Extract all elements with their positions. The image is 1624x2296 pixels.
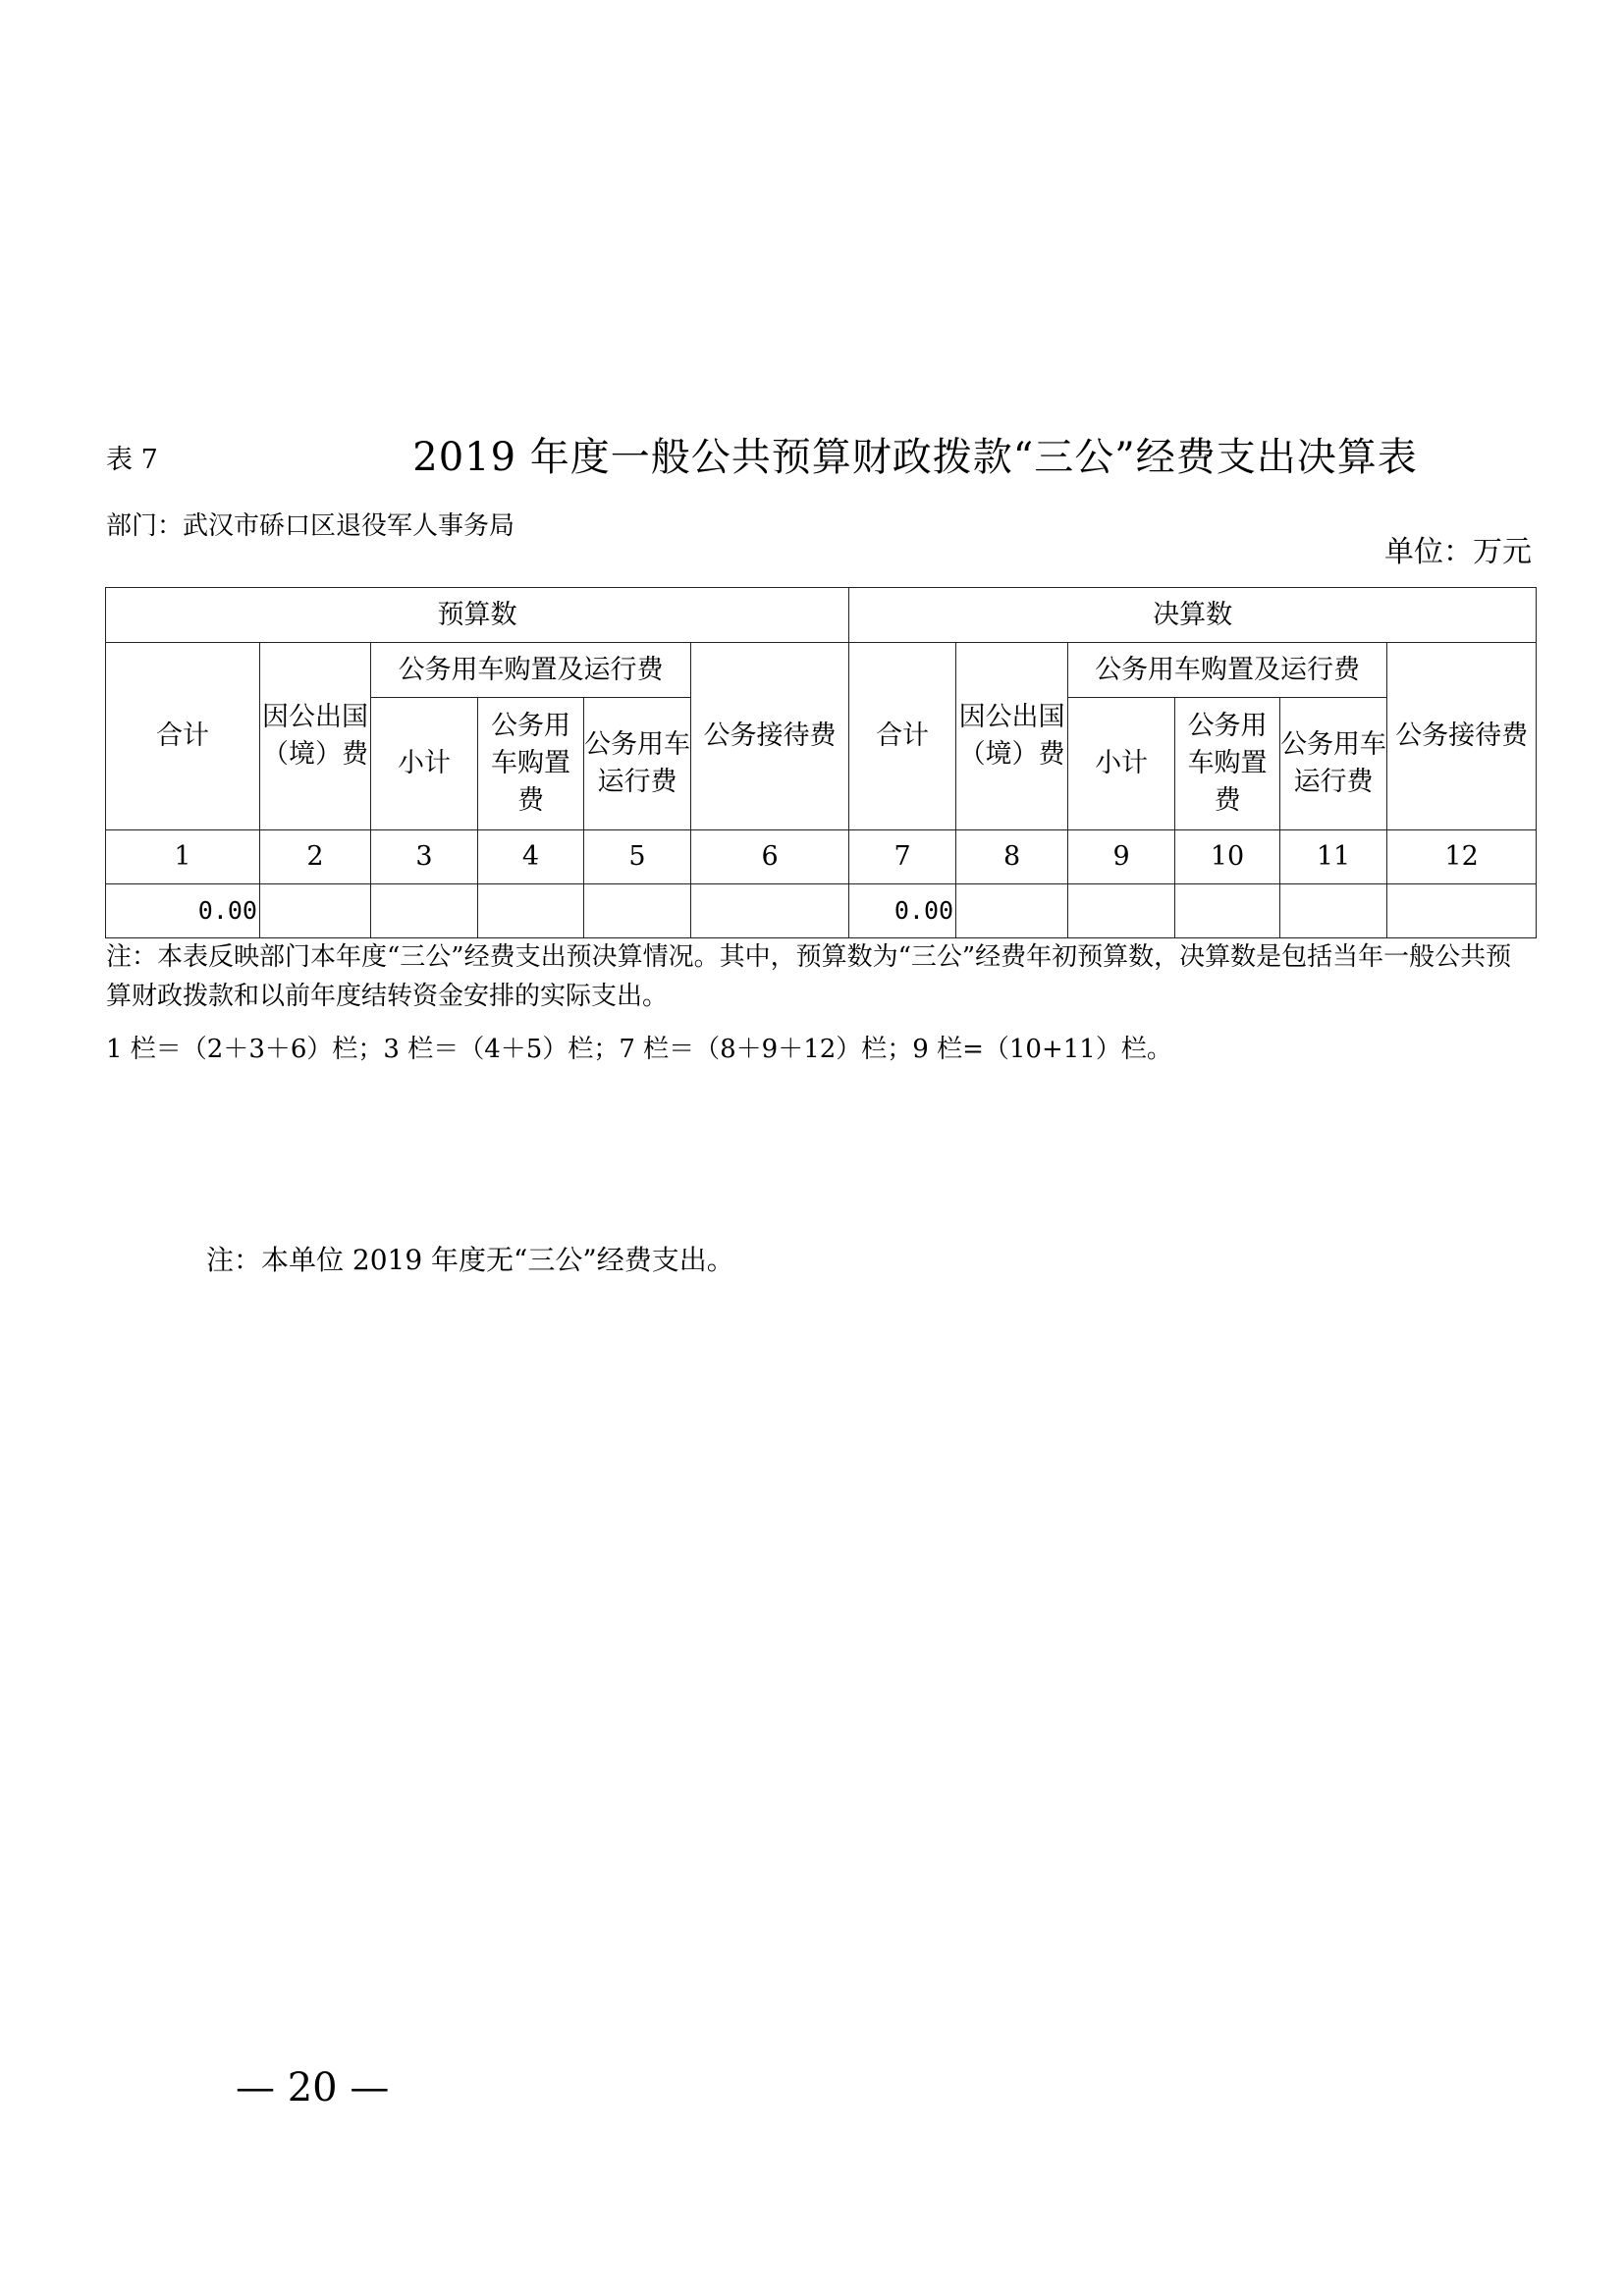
budget-total-header: 合计 bbox=[106, 643, 260, 830]
budget-vehicle-operation-value bbox=[584, 884, 691, 938]
budget-subtotal-header: 小计 bbox=[371, 698, 478, 830]
page-title: 2019 年度一般公共预算财政拨款“三公”经费支出决算表 bbox=[412, 435, 1418, 480]
column-number: 2 bbox=[260, 830, 371, 884]
actual-subtotal-header: 小计 bbox=[1068, 698, 1175, 830]
table-label: 表 7 bbox=[106, 445, 158, 475]
column-number: 5 bbox=[584, 830, 691, 884]
budget-subtotal-value bbox=[371, 884, 478, 938]
column-number: 3 bbox=[371, 830, 478, 884]
actual-abroad-value bbox=[956, 884, 1068, 938]
actual-abroad-header: 因公出国（境）费 bbox=[956, 643, 1068, 830]
column-formula-note: 1 栏＝（2＋3＋6）栏；3 栏＝（4＋5）栏；7 栏＝（8＋9＋12）栏；9 栏=（10+11）栏。 bbox=[106, 1035, 1172, 1064]
budget-vehicle-purchase-header: 公务用车购置费 bbox=[478, 698, 584, 830]
actual-vehicle-purchase-value bbox=[1175, 884, 1280, 938]
budget-vehicle-operation-header: 公务用车运行费 bbox=[584, 698, 691, 830]
unit-label: 单位：万元 bbox=[1384, 535, 1532, 569]
column-number: 6 bbox=[691, 830, 849, 884]
group-actual-header: 决算数 bbox=[849, 588, 1537, 643]
budget-reception-header: 公务接待费 bbox=[691, 643, 849, 830]
group-budget-header: 预算数 bbox=[106, 588, 849, 643]
column-number: 9 bbox=[1068, 830, 1175, 884]
column-number: 12 bbox=[1387, 830, 1537, 884]
value-row bbox=[106, 884, 1537, 938]
actual-reception-header: 公务接待费 bbox=[1387, 643, 1537, 830]
table-note: 注：本表反映部门本年度“三公”经费支出预决算情况。其中，预算数为“三公”经费年初预算数，决算数是包括当年一般公共预算财政拨款和以前年度结转资金安排的实际支出。 bbox=[106, 942, 1512, 1011]
expenditure-table bbox=[105, 587, 1537, 938]
budget-total-value: 0.00 bbox=[106, 884, 260, 938]
unit-remark: 注：本单位 2019 年度无“三公”经费支出。 bbox=[206, 1244, 734, 1276]
group-header-row bbox=[106, 588, 1537, 643]
column-number: 10 bbox=[1175, 830, 1280, 884]
column-number: 7 bbox=[849, 830, 956, 884]
actual-vehicle-header: 公务用车购置及运行费 bbox=[1068, 643, 1387, 698]
actual-vehicle-purchase-header: 公务用车购置费 bbox=[1175, 698, 1280, 830]
department-label: 部门：武汉市硚口区退役军人事务局 bbox=[106, 511, 515, 541]
budget-abroad-value bbox=[260, 884, 371, 938]
column-number: 8 bbox=[956, 830, 1068, 884]
column-number: 1 bbox=[106, 830, 260, 884]
budget-reception-value bbox=[691, 884, 849, 938]
column-number: 11 bbox=[1280, 830, 1387, 884]
actual-vehicle-operation-value bbox=[1280, 884, 1387, 938]
budget-abroad-header: 因公出国（境）费 bbox=[260, 643, 371, 830]
header-row-1 bbox=[106, 643, 1537, 698]
actual-subtotal-value bbox=[1068, 884, 1175, 938]
actual-reception-value bbox=[1387, 884, 1537, 938]
column-number-row bbox=[106, 830, 1537, 884]
column-number: 4 bbox=[478, 830, 584, 884]
budget-vehicle-purchase-value bbox=[478, 884, 584, 938]
page-number: — 20 — bbox=[236, 2065, 390, 2110]
actual-total-value: 0.00 bbox=[849, 884, 956, 938]
budget-vehicle-header: 公务用车购置及运行费 bbox=[371, 643, 691, 698]
actual-total-header: 合计 bbox=[849, 643, 956, 830]
actual-vehicle-operation-header: 公务用车运行费 bbox=[1280, 698, 1387, 830]
